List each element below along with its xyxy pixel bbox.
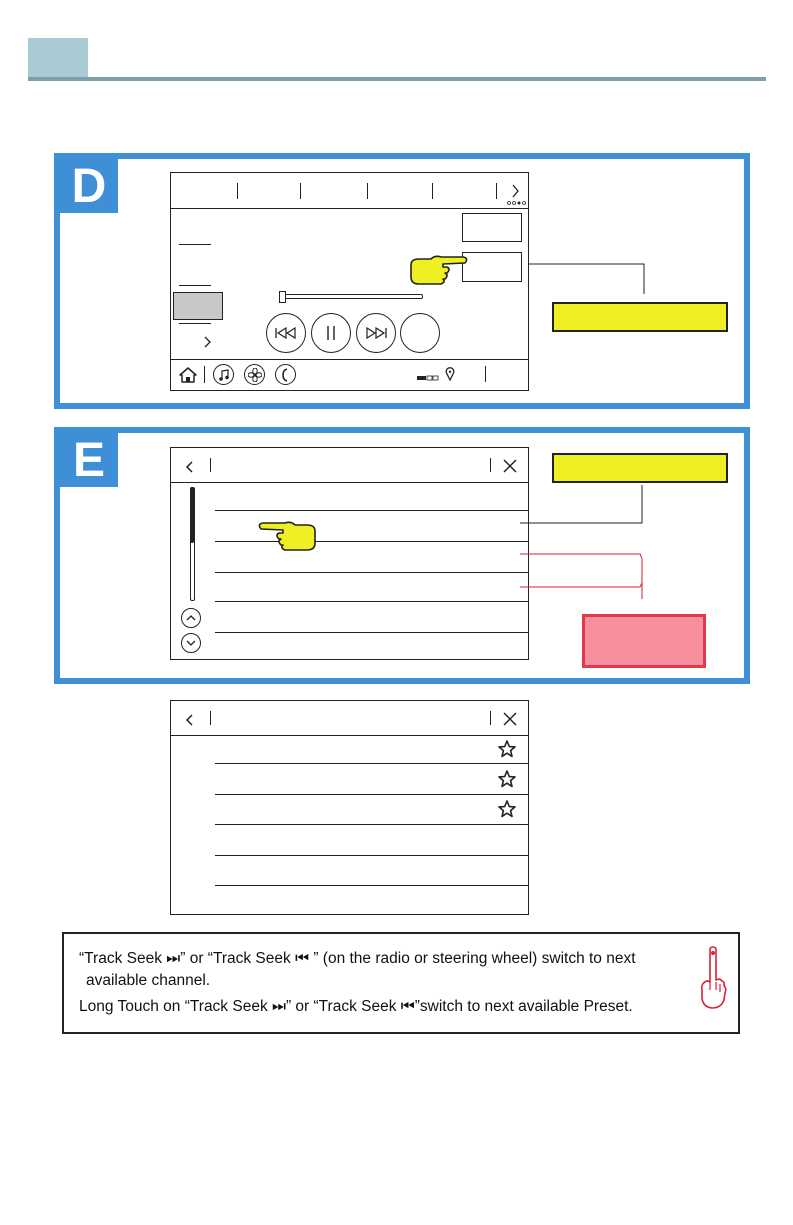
callout-leader-d [520,258,650,298]
close-icon[interactable] [503,712,517,726]
audio-button[interactable] [213,364,234,385]
location-pin-icon [445,367,455,381]
progress-handle[interactable] [279,291,286,303]
left-list-rule [179,244,211,245]
title-bar-rule [171,735,528,736]
chevron-up-icon [186,614,196,622]
music-note-icon [218,369,230,381]
note-line-1: “Track Seek ⏭” or “Track Seek ⏮ ” (on the radio or steering wheel) switch to next [79,950,636,967]
note-line-3: Long Touch on “Track Seek ⏭” or “Track Seek ⏮”switch to next available Preset. [79,998,633,1015]
list-row-divider [215,885,528,886]
signal-strength-icon [416,374,440,382]
tab-divider [367,183,368,199]
tab-divider [432,183,433,199]
channel-list-screen [170,447,529,660]
scrollbar-thumb[interactable] [190,487,194,543]
chevron-down-icon [186,639,196,647]
info-button[interactable] [462,213,522,242]
close-icon[interactable] [503,459,517,473]
callout-box-e-top [552,453,728,483]
scroll-up-button[interactable] [181,608,201,628]
selected-source-button[interactable] [173,292,223,320]
pointing-hand-icon [255,519,319,553]
browse-button[interactable] [462,252,522,282]
left-list-rule [179,323,211,324]
seek-back-button[interactable] [266,313,306,353]
step-d-label: D [71,159,107,213]
more-chevron-icon[interactable] [203,335,213,349]
favorite-star-icon[interactable] [498,770,516,788]
tab-divider [300,183,301,199]
presets-screen [170,700,529,915]
pause-icon [325,325,337,341]
left-list-rule [179,285,211,286]
note-box [62,932,740,1034]
chevron-right-icon[interactable] [507,182,527,208]
extra-button[interactable] [400,313,440,353]
phone-icon [280,368,292,382]
bottom-divider [204,366,205,383]
title-divider [490,458,491,472]
progress-bar[interactable] [281,294,423,299]
tab-divider [496,183,497,199]
callout-box-d [552,302,728,332]
pointing-hand-icon [407,253,471,287]
step-d-badge [60,159,118,213]
list-row-divider [215,572,528,573]
list-row-divider [215,510,528,511]
tab-bar-rule [171,208,528,209]
climate-button[interactable] [244,364,265,385]
callout-leaders-e [518,483,650,603]
bottom-divider [485,366,486,382]
seek-forward-button[interactable] [356,313,396,353]
favorite-star-icon[interactable] [498,800,516,818]
phone-button[interactable] [275,364,296,385]
back-chevron-icon[interactable] [185,713,195,727]
note-line-2: available channel. [86,972,211,989]
list-row-divider [215,794,528,795]
title-divider [210,711,211,725]
pause-button[interactable] [311,313,351,353]
callout-box-e-red [582,614,706,668]
list-row-divider [215,763,528,764]
back-chevron-icon[interactable] [185,460,195,474]
title-bar-rule [171,482,528,483]
tab-divider [237,183,238,199]
header-rule [28,77,766,81]
home-icon[interactable] [178,366,198,384]
favorite-star-icon[interactable] [498,740,516,758]
bottom-bar-rule [171,359,528,360]
fan-icon [248,368,262,382]
header-tab [28,38,88,78]
list-row-divider [215,601,528,602]
radio-screen [170,172,529,391]
title-divider [210,458,211,472]
step-e-label: E [72,433,105,487]
step-e-badge [60,433,118,487]
seek-back-icon [274,326,298,340]
list-row-divider [215,824,528,825]
raised-finger-icon [698,946,728,1010]
title-divider [490,711,491,725]
list-row-divider [215,855,528,856]
scroll-down-button[interactable] [181,633,201,653]
list-row-divider [215,632,528,633]
seek-forward-icon [364,326,388,340]
